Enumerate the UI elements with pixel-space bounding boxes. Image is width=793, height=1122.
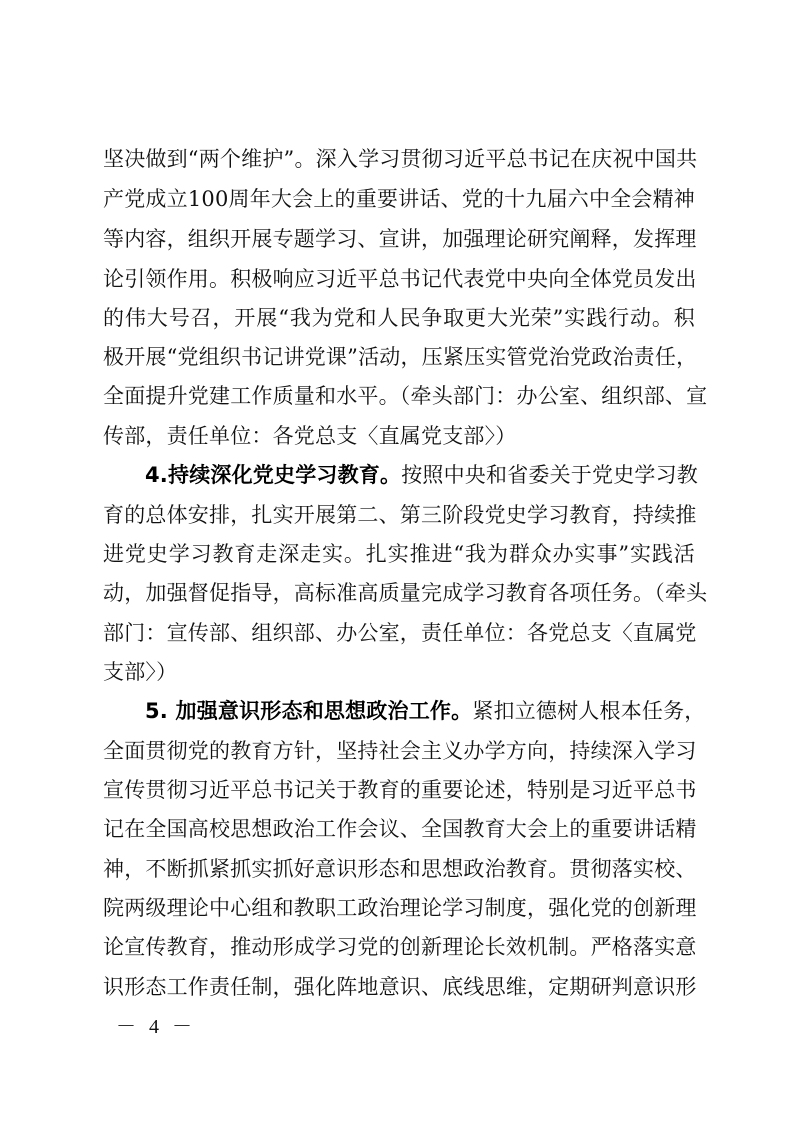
paragraph-line: 部门：宣传部、组织部、办公室，责任单位：各党总支〈直属党 <box>103 621 697 645</box>
section-4-first-line-text: 按照中央和省委关于党史学习教 <box>401 463 699 487</box>
paragraph-line: 论宣传教育，推动形成学习党的创新理论长效机制。严格落实意 <box>103 935 697 959</box>
paragraph-line: 论引领作用。积极响应习近平总书记代表党中央向全体党员发出 <box>103 267 697 291</box>
section-4-first-line <box>145 457 699 493</box>
paragraph-line: 传部，责任单位：各党总支〈直属党支部〉） <box>103 424 517 448</box>
section-5-first-line-text: 紧扣立德树人根本任务， <box>472 699 706 723</box>
paragraph-line: 全面贯彻党的教育方针，坚持社会主义办学方向，持续深入学习 <box>103 739 697 763</box>
paragraph-line: 的伟大号召，开展“我为党和人民争取更大光荣”实践行动。积 <box>103 306 695 330</box>
paragraph-line: 产党成立100周年大会上的重要讲话、党的十九届六中全会精神 <box>103 187 695 211</box>
paragraph-line: 进党史学习教育走深走实。扎实推进“我为群众办实事”实践活 <box>103 542 695 566</box>
paragraph-line: 记在全国高校思想政治工作会议、全国教育大会上的重要讲话精 <box>103 817 697 841</box>
paragraph-line: 识形态工作责任制，强化阵地意识、底线思维，定期研判意识形 <box>103 975 697 999</box>
paragraph-line: 宣传贯彻习近平总书记关于教育的重要论述，特别是习近平总书 <box>103 778 697 802</box>
paragraph-line: 神，不断抓紧抓实抓好意识形态和思想政治教育。贯彻落实校、 <box>103 857 697 881</box>
paragraph-line: 育的总体安排，扎实开展第二、第三阶段党史学习教育，持续推 <box>103 503 697 527</box>
paragraph-line: 院两级理论中心组和教职工政治理论学习制度，强化党的创新理 <box>103 896 697 920</box>
section-5-first-line <box>145 693 706 729</box>
section-4-heading: 4.持续深化党史学习教育。 <box>145 463 402 487</box>
paragraph-line: 等内容，组织开展专题学习、宣讲，加强理论研究阐释，发挥理 <box>103 227 697 251</box>
paragraph-line: 动，加强督促指导，高标准高质量完成学习教育各项任务。（牵头 <box>103 581 708 605</box>
paragraph-line: 全面提升党建工作质量和水平。（牵头部门：办公室、组织部、宣 <box>103 384 708 408</box>
page-number: － 4 － <box>116 1016 196 1038</box>
paragraph-line: 坚决做到“两个维护”。深入学习贯彻习近平总书记在庆祝中国共 <box>103 147 698 171</box>
section-5-heading: 5. 加强意识形态和思想政治工作。 <box>145 699 473 723</box>
paragraph-line: 支部〉） <box>103 660 178 684</box>
paragraph-line: 极开展“党组织书记讲党课”活动，压紧压实管党治党政治责任， <box>103 345 698 369</box>
